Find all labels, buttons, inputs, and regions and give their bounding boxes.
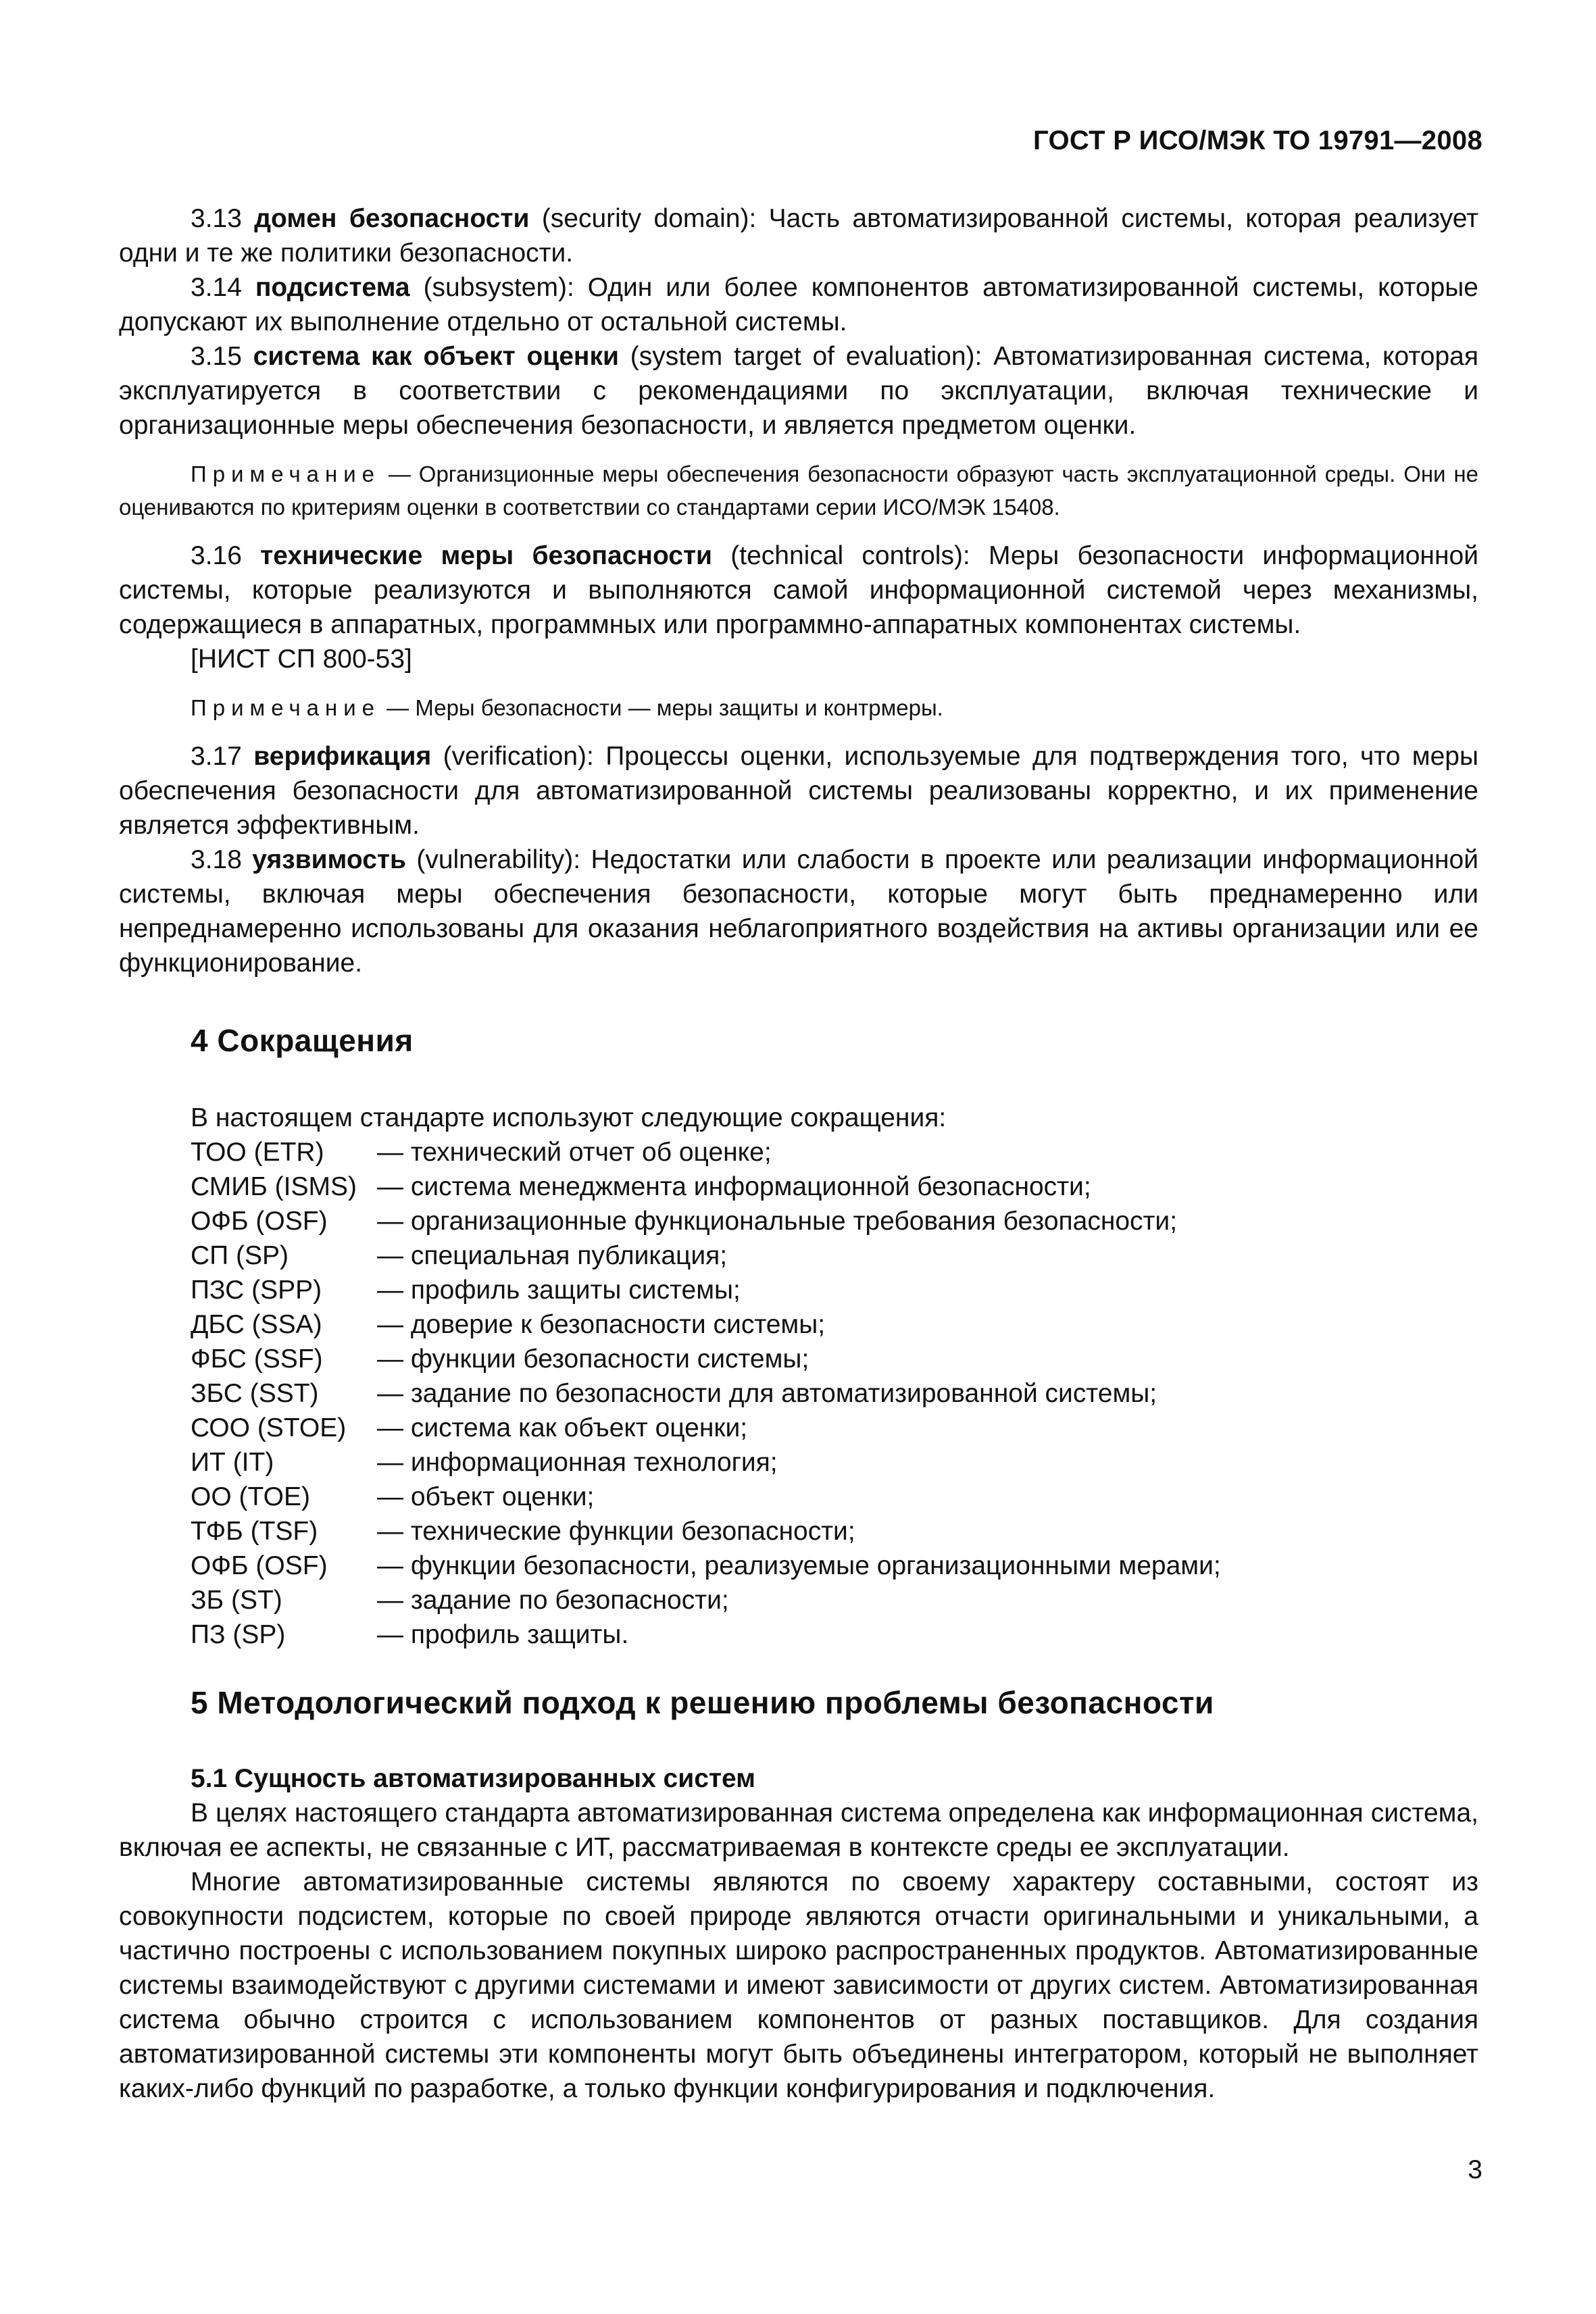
abbreviation-row (191, 1273, 1221, 1307)
term-name: система как объект оценки (253, 342, 619, 371)
abbreviation-code: ПЗС (SPP) (191, 1276, 322, 1305)
term-definition: (verification): Процессы оценки, используемые для подтверждения того, что меры обеспечения безопасности для автоматизированной системы реализованы корректно, и их применение является эффективным. (119, 742, 1478, 840)
section-5-para-2: Многие автоматизированные системы являются по своему характеру составными, состоят из совокупности подсистем, которые по своей природе являются отчасти оригинальными и уникальными, а частично построены с использованием покупных широко распространенных продуктов. Автоматизированные системы взаимодействуют с другими системами и имеют зависимости от других систем. Автоматизированная система обычно строится с использованием компонентов от разных поставщиков. Для создания автоматизированной системы эти компоненты могут быть объединены интегратором, который не выполняет каких-либо функций по разработке, а только функции конфигурирования и подключения. (119, 1867, 1478, 2103)
note-label: Примечание (191, 695, 381, 720)
term-definition: (security domain): Часть автоматизированной системы, которая реализует одни и те же политики безопасности. (119, 204, 1478, 268)
abbreviation-description: — объект оценки; (377, 1482, 595, 1511)
abbreviation-row (191, 1514, 1221, 1549)
term-number: 3.14 (191, 273, 242, 302)
term-number: 3.18 (191, 845, 242, 874)
abbreviation-row (191, 1445, 1221, 1480)
term-3-17 (119, 739, 1478, 842)
note-label: Примечание (191, 461, 381, 486)
abbreviation-code: ОФБ (OSF) (191, 1207, 328, 1236)
note-2 (119, 691, 1478, 724)
abbreviation-row (191, 1135, 1221, 1169)
abbreviation-code: ЗБ (ST) (191, 1586, 282, 1615)
abbreviation-description: — система как объект оценки; (377, 1413, 748, 1442)
term-reference: [НИСТ СП 800-53] (191, 645, 412, 674)
abbreviation-code: ОФБ (OSF) (191, 1551, 328, 1580)
abbreviation-row (191, 1411, 1221, 1445)
term-number: 3.17 (191, 742, 242, 771)
term-definition: (technical controls): Меры безопасности информационной системы, которые реализуются и выполняются самой информационной системой через механизмы, содержащиеся в аппаратных, программных или программно-аппаратных компонентах системы. (119, 541, 1478, 639)
abbreviation-row (191, 1480, 1221, 1514)
term-name: домен безопасности (254, 204, 530, 233)
term-3-14 (119, 270, 1478, 339)
abbreviation-description: — доверие к безопасности системы; (377, 1310, 826, 1339)
term-3-15 (119, 339, 1478, 443)
term-name: подсистема (255, 273, 410, 302)
abbreviation-row (191, 1376, 1221, 1411)
term-number: 3.15 (191, 342, 242, 371)
abbreviation-description: — система менеджмента информационной безопасности; (377, 1172, 1091, 1201)
abbreviation-row (191, 1169, 1221, 1204)
page-content (119, 201, 1478, 2106)
abbreviation-description: — профиль защиты. (377, 1620, 629, 1649)
abbreviation-row (191, 1549, 1221, 1583)
abbreviation-description: — специальная публикация; (377, 1241, 728, 1270)
abbreviation-code: СОО (STOE) (191, 1413, 347, 1442)
page-header: ГОСТ Р ИСО/МЭК ТО 19791—2008 (1033, 126, 1482, 155)
abbreviation-code: ТФБ (TSF) (191, 1517, 318, 1546)
abbreviation-row (191, 1342, 1221, 1376)
term-definition: (subsystem): Один или более компонентов автоматизированной системы, которые допускают их выполнение отдельно от остальной системы. (119, 273, 1478, 336)
term-3-16 (119, 538, 1478, 642)
section-4-title: 4 Сокращения (191, 1023, 414, 1058)
abbreviation-description: — технический отчет об оценке; (377, 1138, 772, 1167)
term-3-13 (119, 201, 1478, 270)
abbreviation-code: ФБС (SSF) (191, 1344, 323, 1374)
term-number: 3.16 (191, 541, 242, 570)
abbreviation-description: — функции безопасности, реализуемые организационными мерами; (377, 1551, 1221, 1580)
abbreviation-code: ТОО (ETR) (191, 1138, 324, 1167)
term-definition: (vulnerability): Недостатки или слабости в проекте или реализации информационной системы, включая меры обеспечения безопасности, которые могут быть преднамеренно или непреднамеренно использованы для оказания неблагоприятного воздействия на активы организации или ее функционирование. (119, 845, 1478, 978)
abbreviation-code: ЗБС (SST) (191, 1379, 319, 1408)
abbreviation-code: ДБС (SSA) (191, 1310, 322, 1339)
section-5-title: 5 Методологический подход к решению проблемы безопасности (191, 1685, 1214, 1720)
abbreviation-code: СП (SP) (191, 1241, 289, 1270)
term-3-18 (119, 842, 1478, 980)
abbreviation-code: СМИБ (ISMS) (191, 1172, 357, 1201)
abbreviation-description: — функции безопасности системы; (377, 1344, 809, 1374)
abbreviation-row (191, 1617, 1221, 1652)
abbreviation-description: — задание по безопасности для автоматизированной системы; (377, 1379, 1157, 1408)
abbreviation-code: ИТ (IT) (191, 1448, 274, 1477)
section-5-para-1: В целях настоящего стандарта автоматизированная система определена как информационная система, включая ее аспекты, не связанные с ИТ, рассматриваемая в контексте среды ее эксплуатации. (119, 1799, 1478, 1862)
note-text: — Организционные меры обеспечения безопасности образуют часть эксплуатационной среды. Они не оцениваются по критериям оценки в соответствии со стандартами серии ИСО/МЭК 15408. (119, 461, 1478, 520)
abbreviation-code: ПЗ (SP) (191, 1620, 286, 1649)
abbreviation-row (191, 1238, 1221, 1273)
term-definition: (system target of evaluation): Автоматизированная система, которая эксплуатируется в соответствии с рекомендациями по эксплуатации, включая технические и организационные меры обеспечения безопасности, и является предметом оценки. (119, 342, 1478, 440)
abbreviation-description: — профиль защиты системы; (377, 1276, 741, 1305)
term-name: верификация (253, 742, 432, 771)
abbreviation-row (191, 1307, 1221, 1342)
note-1 (119, 457, 1478, 524)
abbreviations-intro: В настоящем стандарте используют следующие сокращения: (191, 1103, 947, 1132)
note-text: — Меры безопасности — меры защиты и контрмеры. (380, 695, 943, 720)
abbreviation-code: ОО (TOE) (191, 1482, 310, 1511)
abbreviation-description: — технические функции безопасности; (377, 1517, 855, 1546)
abbreviation-row (191, 1204, 1221, 1238)
abbreviation-description: — организационные функциональные требования безопасности; (377, 1207, 1178, 1236)
term-name: уязвимость (252, 845, 406, 874)
abbreviations-table (191, 1135, 1221, 1652)
abbreviation-row (191, 1583, 1221, 1617)
term-number: 3.13 (191, 204, 242, 233)
page-number: 3 (1468, 2155, 1482, 2184)
subsection-5-1-title: 5.1 Сущность автоматизированных систем (191, 1764, 756, 1793)
abbreviation-description: — информационная технология; (377, 1448, 778, 1477)
abbreviation-description: — задание по безопасности; (377, 1586, 729, 1615)
term-name: технические меры безопасности (260, 541, 713, 570)
